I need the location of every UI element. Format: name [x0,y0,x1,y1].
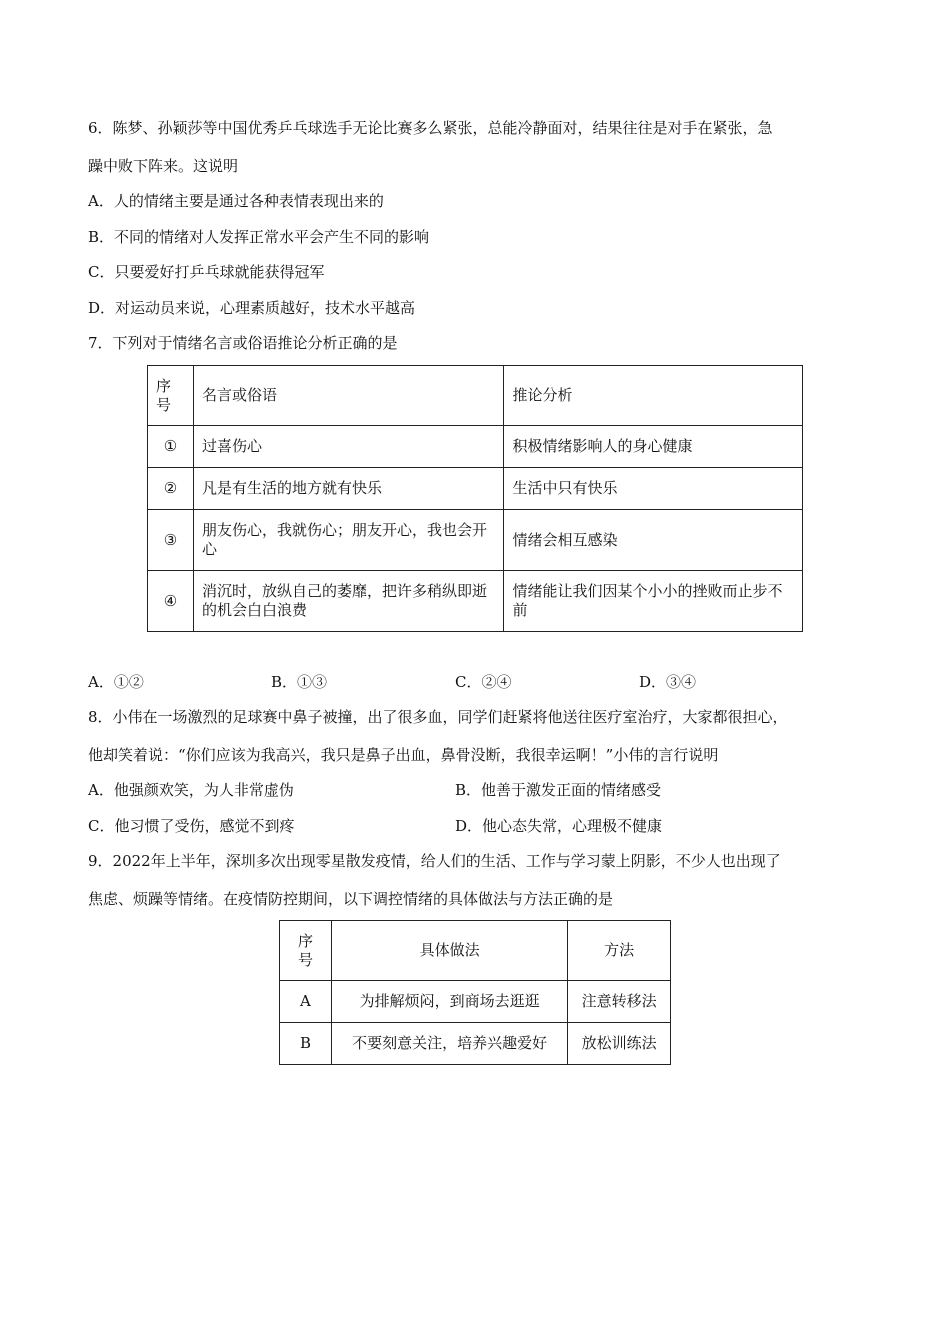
q7-row4-index: ④ [148,571,194,632]
q9-header-index: 序号 [280,921,332,981]
q6-option-c: C．只要爱好打乒乓球就能获得冠军 [88,263,325,281]
table-row [148,426,803,468]
q7-row2-saying: 凡是有生活的地方就有快乐 [193,468,504,510]
q8-stem-line1: 8．小伟在一场激烈的足球赛中鼻子被撞，出了很多血，同学们赶紧将他送往医疗室治疗，大家都很担心， [88,708,788,726]
q7-row3-index: ③ [148,510,194,571]
q7-header-saying: 名言或俗语 [193,366,504,426]
q7-table-header-row [148,366,803,426]
q6-option-b: B．不同的情绪对人发挥正常水平会产生不同的影响 [88,228,430,246]
q7-row2-analysis: 生活中只有快乐 [504,468,803,510]
q7-row2-index: ② [148,468,194,510]
q9-header-method: 方法 [568,921,671,981]
q9-table-header-row [280,921,671,981]
q7-option-b: B．①③ [271,673,328,691]
q7-option-c: C．②④ [455,673,512,691]
table-row [148,468,803,510]
q8-option-a: A．他强颜欢笑，为人非常虚伪 [88,781,294,799]
q7-option-d: D．③④ [639,673,697,691]
q6-option-d: D．对运动员来说，心理素质越好，技术水平越高 [88,299,416,317]
q8-option-d: D．他心态失常，心理极不健康 [455,817,663,835]
q7-header-index: 序号 [148,366,194,426]
q7-row1-index: ① [148,426,194,468]
q7-row3-saying: 朋友伤心，我就伤心；朋友开心，我也会开心 [193,510,504,571]
q9-row1-index: A [280,981,332,1023]
q8-option-b: B．他善于激发正面的情绪感受 [455,781,662,799]
q6-option-a: A．人的情绪主要是通过各种表情表现出来的 [88,192,384,210]
q7-table [147,365,803,632]
q9-stem-line1: 9．2022年上半年，深圳多次出现零星散发疫情，给人们的生活、工作与学习蒙上阴影，不少人也出现了 [88,852,781,870]
q9-row2-index: B [280,1023,332,1065]
q7-row4-analysis: 情绪能让我们因某个小小的挫败而止步不前 [504,571,803,632]
q9-header-practice: 具体做法 [331,921,567,981]
q9-row1-method: 注意转移法 [568,981,671,1023]
table-row [280,981,671,1023]
q7-stem: 7．下列对于情绪名言或俗语推论分析正确的是 [88,334,398,352]
q8-option-c: C．他习惯了受伤，感觉不到疼 [88,817,295,835]
table-row [148,510,803,571]
q9-table [279,920,671,1065]
q9-row2-practice: 不要刻意关注，培养兴趣爱好 [331,1023,567,1065]
q7-row3-analysis: 情绪会相互感染 [504,510,803,571]
q6-stem-line1: 6．陈梦、孙颖莎等中国优秀乒乓球选手无论比赛多么紧张，总能冷静面对，结果往往是对手在紧张，急 [88,119,773,137]
q7-header-analysis: 推论分析 [504,366,803,426]
q7-option-a: A．①② [88,673,144,691]
q7-row1-analysis: 积极情绪影响人的身心健康 [504,426,803,468]
q8-stem-line2: 他却笑着说：“你们应该为我高兴，我只是鼻子出血，鼻骨没断，我很幸运啊！”小伟的言行说明 [88,746,719,764]
table-row [148,571,803,632]
q7-row1-saying: 过喜伤心 [193,426,504,468]
table-row [280,1023,671,1065]
q9-row1-practice: 为排解烦闷，到商场去逛逛 [331,981,567,1023]
q7-row4-saying: 消沉时，放纵自己的萎靡，把许多稍纵即逝的机会白白浪费 [193,571,504,632]
q9-row2-method: 放松训练法 [568,1023,671,1065]
q9-stem-line2: 焦虑、烦躁等情绪。在疫情防控期间，以下调控情绪的具体做法与方法正确的是 [88,890,614,908]
q6-stem-line2: 躁中败下阵来。这说明 [88,157,239,175]
